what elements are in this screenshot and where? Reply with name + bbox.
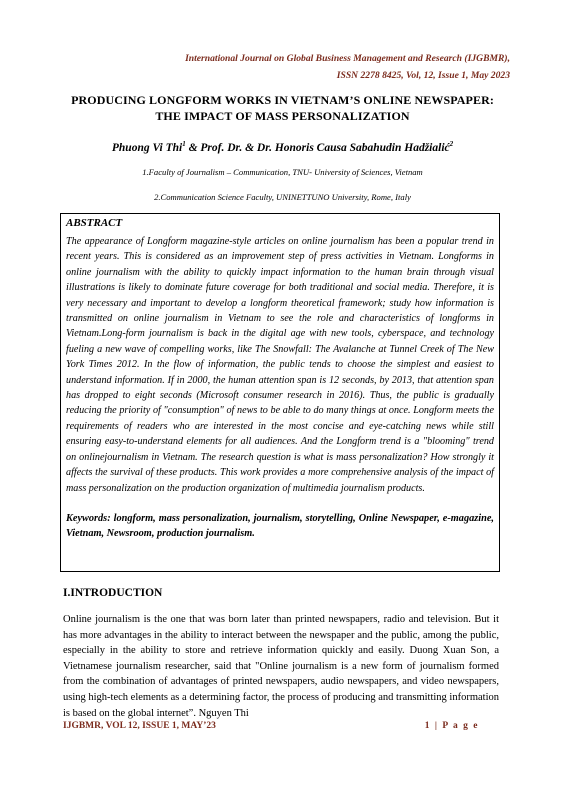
affiliation-1: 1.Faculty of Journalism – Communication, TNU- University of Sciences, Vietnam: [142, 167, 423, 177]
author-1-name: Phuong Vi Thi: [111, 141, 183, 154]
author-1-affiliation-mark: 1: [182, 140, 186, 148]
author-line: [60, 140, 505, 154]
introduction-text: Online journalism is the one that was born later than printed newspapers, radio and television. But it has more advantages in the ability to interact between the newspaper and the public, among the public, especially in the ability to store and retrieve information quickly and easily. Duong Xuan Son, a Vietnamese journalism researcher, said that "Online journalism is a new form of journalism formed from the combination of advantages of printed newspapers, audio newspapers, and video newspapers, using high-tech elements as a determining factor, the process of producing and transmitting information is based on the global internet”. Nguyen Thi: [63, 614, 499, 719]
footer-journal-info: IJGBMR, VOL 12, ISSUE 1, MAY’23: [63, 721, 216, 731]
paper-title: PRODUCING LONGFORM WORKS IN VIETNAM’S ONLINE NEWSPAPER: THE IMPACT OF MASS PERSONALIZATION: [71, 93, 494, 123]
abstract-box: [60, 213, 500, 572]
author-2-name: & Prof. Dr. & Dr. Honoris Causa Sabahudin Hadžialić: [185, 141, 450, 154]
journal-header: [185, 50, 510, 84]
abstract-heading: ABSTRACT: [66, 217, 123, 229]
keywords: Keywords: longform, mass personalization, journalism, storytelling, Online Newspaper, e-magazine, Vietnam, Newsroom, production journalism.: [66, 512, 494, 540]
author-2-affiliation-mark: 2: [449, 140, 454, 148]
journal-header-line-2: ISSN 2278 8425, Vol, 12, Issue 1, May 2023: [336, 70, 510, 81]
journal-header-line-1: International Journal on Global Business Management and Research (IJGBMR),: [185, 53, 510, 64]
affiliation-2: 2.Communication Science Faculty, UNINETTUNO University, Rome, Italy: [154, 192, 411, 202]
abstract-text: The appearance of Longform magazine-style articles on online journalism has been a popular trend in recent years. This is considered as an improvement step of press activities in Vietnam. Longforms in online journalism with the ability to quickly impact information to the human brain through visual illustrations is likely to dominate future coverage for both traditional and social media. Therefore, it is very necessary and important to develop a longform theoretical framework; study how information is transmitted on online journalism in Vietnam to see the role and characteristics of longforms in Vietnam.Long-form journalism is back in the digital age with new tools, cyberspace, and technology fueling a new wave of compelling works, like The Snowfall: The Avalanche at Tunnel Creek of The New York Times 2012. In the flow of information, the public tends to choose the simplest and easiest to understand information. If in 2000, the human attention span is 12 seconds, by 2013, that attention span has dropped to eight seconds (Microsoft consumer research in 2016). Thus, the public is gradually reducing the priority of "consumption" of news to be able to do many things at once. Longform meets the requirements of readers who are interested in the most concise and eye-catching news while still ensuring easy-to-understand elements for all audiences. And the Longform trend is a "blooming" trend on onlinejournalism in Vietnam. The research question is what is mass personalization? How strongly it affects the survival of these products. This work provides a more comprehensive analysis of the impact of mass personalization on the production organization of multimedia journalism products.: [66, 236, 494, 494]
footer-page-number: 1 | P a g e: [424, 721, 479, 731]
introduction-heading: I.INTRODUCTION: [63, 587, 163, 599]
